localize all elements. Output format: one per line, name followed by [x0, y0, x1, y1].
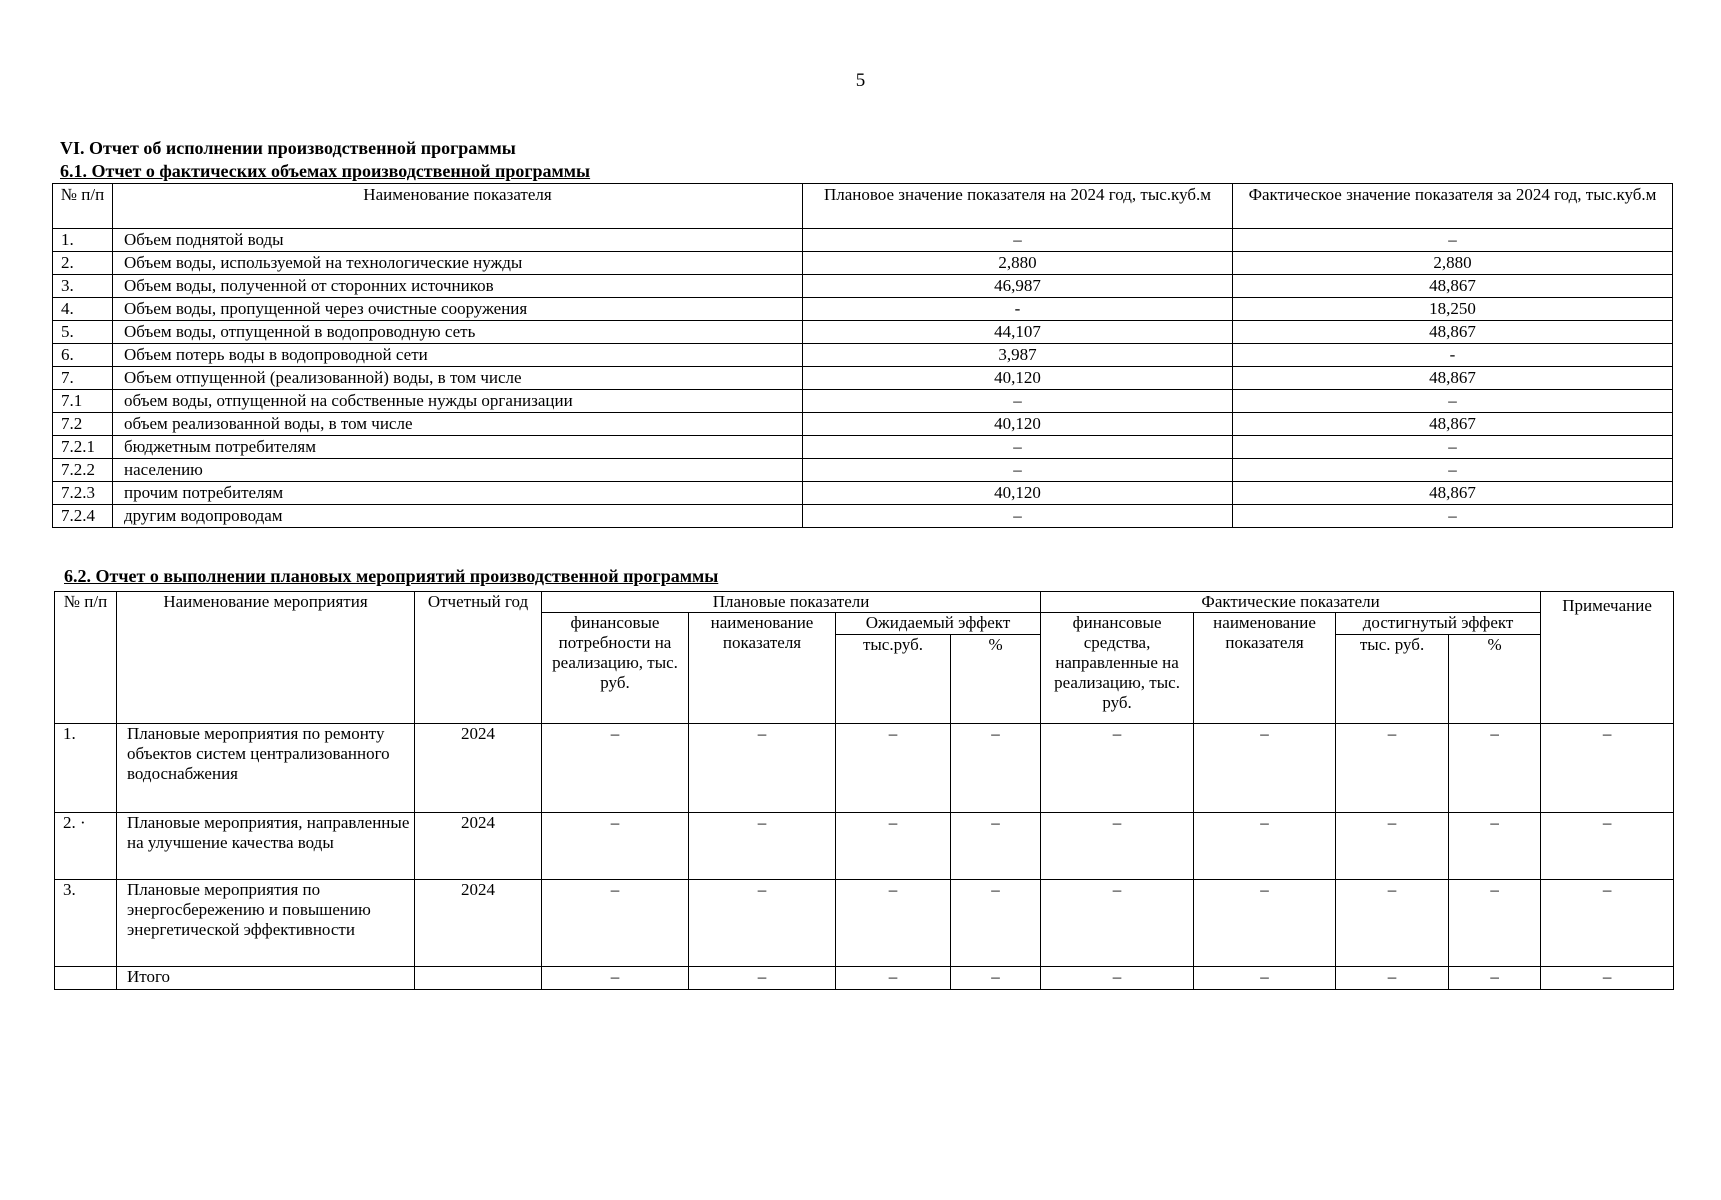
row-cell: –	[689, 724, 836, 813]
row-name: Объем потерь воды в водопроводной сети	[113, 344, 803, 367]
row-no: 7.1	[53, 390, 113, 413]
planned-measures-table	[54, 591, 1674, 990]
total-cell: –	[542, 967, 689, 990]
row-name: Объем поднятой воды	[113, 229, 803, 252]
header-plan-eff: Ожидаемый эффект	[836, 613, 1041, 635]
row-name: Плановые мероприятия, направленные на улучшение качества воды	[117, 813, 415, 880]
row-no: 7.2.2	[53, 459, 113, 482]
total-cell: –	[1194, 967, 1336, 990]
header-plan-ind: наименование показателя	[689, 613, 836, 724]
row-fact: –	[1233, 459, 1673, 482]
header-plan-rub: тыс.руб.	[836, 635, 951, 724]
total-cell: –	[1041, 967, 1194, 990]
row-year: 2024	[415, 880, 542, 967]
row-fact: 48,867	[1233, 275, 1673, 298]
total-row	[55, 967, 1674, 990]
row-plan: –	[803, 390, 1233, 413]
row-fact: -	[1233, 344, 1673, 367]
table-row	[55, 813, 1674, 880]
row-fact: –	[1233, 229, 1673, 252]
row-plan: –	[803, 459, 1233, 482]
table-row	[53, 367, 1673, 390]
table-row	[53, 321, 1673, 344]
header-no: № п/п	[53, 184, 113, 229]
row-plan: 40,120	[803, 482, 1233, 505]
table-header-row	[53, 184, 1673, 229]
header-fact-group: Фактические показатели	[1041, 592, 1541, 613]
header-fact-eff: достигнутый эффект	[1336, 613, 1541, 635]
row-no: 1.	[55, 724, 117, 813]
row-cell: –	[1194, 813, 1336, 880]
row-cell: –	[1336, 880, 1449, 967]
row-no: 7.2.1	[53, 436, 113, 459]
row-name: Плановые мероприятия по энергосбережению и повышению энергетической эффективности	[117, 880, 415, 967]
table-row	[53, 252, 1673, 275]
total-cell: –	[1336, 967, 1449, 990]
row-fact: –	[1233, 390, 1673, 413]
table-row	[55, 880, 1674, 967]
row-name: Объем воды, полученной от сторонних источников	[113, 275, 803, 298]
row-cell: –	[836, 724, 951, 813]
total-cell: –	[689, 967, 836, 990]
header-plan-group: Плановые показатели	[542, 592, 1041, 613]
row-fact: 2,880	[1233, 252, 1673, 275]
row-cell: –	[1541, 724, 1674, 813]
row-fact: 48,867	[1233, 367, 1673, 390]
row-cell: –	[1041, 724, 1194, 813]
row-name: Объем отпущенной (реализованной) воды, в том числе	[113, 367, 803, 390]
row-plan: 3,987	[803, 344, 1233, 367]
row-fact: 48,867	[1233, 413, 1673, 436]
table-row	[53, 298, 1673, 321]
header-fact-rub: тыс. руб.	[1336, 635, 1449, 724]
row-cell: –	[1449, 813, 1541, 880]
row-cell: –	[1336, 813, 1449, 880]
header-fact: Фактическое значение показателя за 2024 год, тыс.куб.м	[1233, 184, 1673, 229]
header-plan-fin: финансовые потребности на реализацию, тыс. руб.	[542, 613, 689, 724]
row-fact: 48,867	[1233, 482, 1673, 505]
row-plan: –	[803, 229, 1233, 252]
table2-title: 6.2. Отчет о выполнении плановых мероприятий производственной программы	[64, 566, 719, 586]
page-number: 5	[855, 70, 866, 91]
row-no: 5.	[53, 321, 113, 344]
row-name: Объем воды, пропущенной через очистные сооружения	[113, 298, 803, 321]
row-fact: –	[1233, 505, 1673, 528]
table-row	[53, 275, 1673, 298]
row-plan: 2,880	[803, 252, 1233, 275]
header-name: Наименование мероприятия	[117, 592, 415, 724]
row-cell: –	[542, 724, 689, 813]
table-row	[53, 344, 1673, 367]
table-header-row	[55, 592, 1674, 613]
row-name: объем воды, отпущенной на собственные нужды организации	[113, 390, 803, 413]
header-note: Примечание	[1541, 592, 1674, 724]
row-cell: –	[1541, 880, 1674, 967]
header-fact-ind: наименование показателя	[1194, 613, 1336, 724]
row-name: Объем воды, используемой на технологические нужды	[113, 252, 803, 275]
total-cell: –	[836, 967, 951, 990]
total-no	[55, 967, 117, 990]
row-name: Плановые мероприятия по ремонту объектов систем централизованного водоснабжения	[117, 724, 415, 813]
table-row	[53, 482, 1673, 505]
row-plan: –	[803, 436, 1233, 459]
header-fact-pct: %	[1449, 635, 1541, 724]
row-no: 1.	[53, 229, 113, 252]
row-cell: –	[1336, 724, 1449, 813]
row-no: 2. ·	[55, 813, 117, 880]
row-name: бюджетным потребителям	[113, 436, 803, 459]
row-cell: –	[1541, 813, 1674, 880]
row-no: 7.2	[53, 413, 113, 436]
row-name: объем реализованной воды, в том числе	[113, 413, 803, 436]
row-plan: 40,120	[803, 413, 1233, 436]
row-cell: –	[836, 813, 951, 880]
row-cell: –	[951, 724, 1041, 813]
table-row	[53, 413, 1673, 436]
row-plan: 40,120	[803, 367, 1233, 390]
row-year: 2024	[415, 813, 542, 880]
row-no: 7.2.4	[53, 505, 113, 528]
row-cell: –	[951, 813, 1041, 880]
table1-title: 6.1. Отчет о фактических объемах производственной программы	[60, 161, 591, 181]
table-row	[53, 390, 1673, 413]
row-cell: –	[689, 813, 836, 880]
table-row	[55, 724, 1674, 813]
row-cell: –	[1041, 880, 1194, 967]
row-cell: –	[951, 880, 1041, 967]
section-title: VI. Отчет об исполнении производственной программы	[60, 138, 516, 158]
row-plan: –	[803, 505, 1233, 528]
row-no: 4.	[53, 298, 113, 321]
row-no: 2.	[53, 252, 113, 275]
row-cell: –	[542, 813, 689, 880]
row-fact: –	[1233, 436, 1673, 459]
table-row	[53, 229, 1673, 252]
total-cell: –	[1449, 967, 1541, 990]
row-no: 6.	[53, 344, 113, 367]
row-year: 2024	[415, 724, 542, 813]
total-cell: –	[1541, 967, 1674, 990]
header-name: Наименование показателя	[113, 184, 803, 229]
row-name: прочим потребителям	[113, 482, 803, 505]
row-cell: –	[542, 880, 689, 967]
header-fact-fin: финансовые средства, направленные на реализацию, тыс. руб.	[1041, 613, 1194, 724]
row-cell: –	[836, 880, 951, 967]
row-fact: 48,867	[1233, 321, 1673, 344]
row-no: 3.	[55, 880, 117, 967]
header-plan-pct: %	[951, 635, 1041, 724]
row-plan: 46,987	[803, 275, 1233, 298]
table-row	[53, 459, 1673, 482]
row-fact: 18,250	[1233, 298, 1673, 321]
row-name: населению	[113, 459, 803, 482]
row-plan: 44,107	[803, 321, 1233, 344]
row-no: 3.	[53, 275, 113, 298]
row-plan: -	[803, 298, 1233, 321]
table-row	[53, 436, 1673, 459]
total-year	[415, 967, 542, 990]
row-cell: –	[689, 880, 836, 967]
header-plan: Плановое значение показателя на 2024 год, тыс.куб.м	[803, 184, 1233, 229]
row-cell: –	[1449, 880, 1541, 967]
row-name: другим водопроводам	[113, 505, 803, 528]
total-cell: –	[951, 967, 1041, 990]
table-row	[53, 505, 1673, 528]
row-no: 7.	[53, 367, 113, 390]
row-cell: –	[1449, 724, 1541, 813]
header-no: № п/п	[55, 592, 117, 724]
production-volumes-table	[52, 183, 1673, 528]
row-cell: –	[1194, 880, 1336, 967]
row-name: Объем воды, отпущенной в водопроводную сеть	[113, 321, 803, 344]
row-no: 7.2.3	[53, 482, 113, 505]
total-label: Итого	[117, 967, 415, 990]
row-cell: –	[1194, 724, 1336, 813]
header-year: Отчетный год	[415, 592, 542, 724]
row-cell: –	[1041, 813, 1194, 880]
